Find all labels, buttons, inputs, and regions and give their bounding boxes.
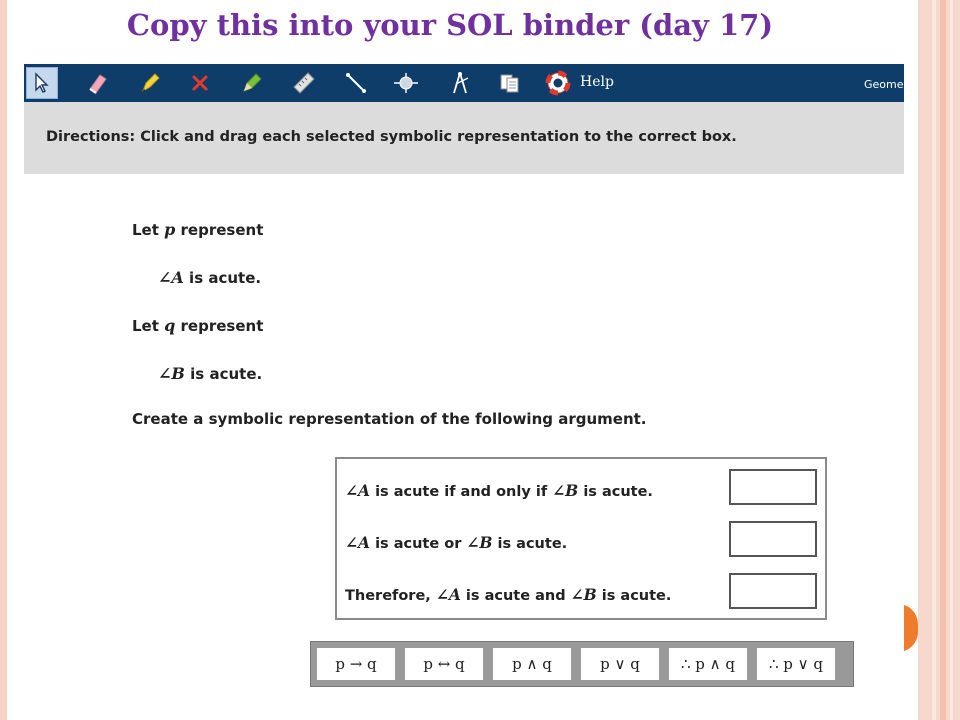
choice-therefore-p-or-q[interactable]: ∴ p ∨ q xyxy=(757,648,835,680)
answer-choices-tray xyxy=(310,641,854,687)
argument-row-2: ∠A is acute or ∠B is acute. xyxy=(345,533,568,552)
let-p-statement: Let p represent xyxy=(132,220,264,239)
choice-p-iff-q[interactable]: p ↔ q xyxy=(405,648,483,680)
argument-box xyxy=(335,457,827,620)
choice-therefore-p-and-q[interactable]: ∴ p ∧ q xyxy=(669,648,747,680)
argument-row-1: ∠A is acute if and only if ∠B is acute. xyxy=(345,481,653,500)
highlighter-icon[interactable] xyxy=(134,67,166,99)
eraser-icon[interactable] xyxy=(82,67,114,99)
choice-p-implies-q[interactable]: p → q xyxy=(317,648,395,680)
line-icon[interactable] xyxy=(340,67,372,99)
pointer-icon[interactable] xyxy=(26,67,58,99)
point-icon[interactable] xyxy=(390,67,422,99)
test-app-window xyxy=(24,64,904,720)
answer-drop-box-1[interactable] xyxy=(729,469,817,505)
directions-bar xyxy=(24,102,904,174)
statement-angle-a: ∠A is acute. xyxy=(158,268,262,287)
question-instruction: Create a symbolic representation of the following argument. xyxy=(132,410,647,428)
slide-left-border xyxy=(0,0,7,720)
compass-icon[interactable] xyxy=(444,67,476,99)
directions-text: Directions: Click and drag each selected symbolic representation to the correct box. xyxy=(46,129,737,145)
argument-row-3: Therefore, ∠A is acute and ∠B is acute. xyxy=(345,585,672,604)
slide-right-decoration xyxy=(918,0,960,720)
slide-title: Copy this into your SOL binder (day 17) xyxy=(126,8,774,42)
help-label[interactable]: Help xyxy=(580,74,614,90)
pencil-icon[interactable] xyxy=(236,67,268,99)
help-lifebuoy-icon[interactable] xyxy=(542,67,574,99)
ruler-icon[interactable] xyxy=(288,67,320,99)
close-x-icon[interactable] xyxy=(184,67,216,99)
app-name-label: Geome xyxy=(864,78,904,91)
reference-sheet-icon[interactable] xyxy=(494,67,526,99)
choice-p-and-q[interactable]: p ∧ q xyxy=(493,648,571,680)
choice-p-or-q[interactable]: p ∨ q xyxy=(581,648,659,680)
answer-drop-box-3[interactable] xyxy=(729,573,817,609)
toolbar xyxy=(24,64,904,102)
answer-drop-box-2[interactable] xyxy=(729,521,817,557)
statement-angle-b: ∠B is acute. xyxy=(158,364,263,383)
let-q-statement: Let q represent xyxy=(132,316,264,335)
